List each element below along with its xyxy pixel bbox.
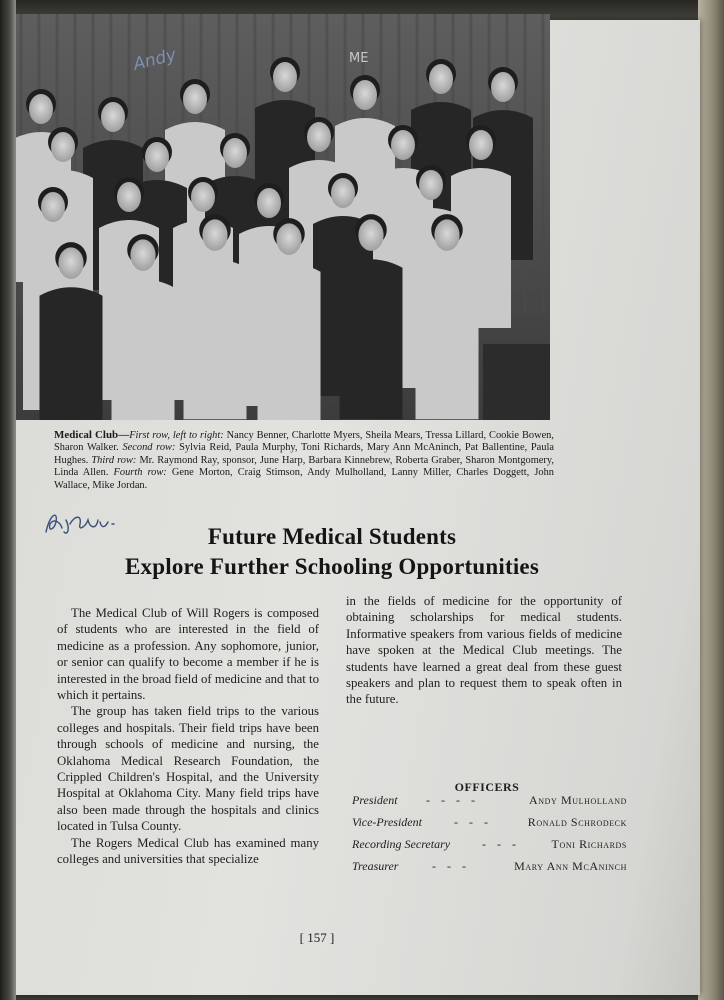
caption-first-row-label: First row, left to right: xyxy=(129,430,224,441)
article-headline xyxy=(92,522,572,582)
page-number: [ 157 ] xyxy=(299,930,335,945)
body-paragraph: in the fields of medicine for the opportunity of obtaining scholarships for medical students. Informative speakers from various fields of medicine have spoken at the Medical Club meetings. The students have learned a great deal from these guest speakers and plan to request them to speak often in the future. xyxy=(346,594,622,707)
officer-dashes: - - - xyxy=(432,859,470,873)
club-group-photo xyxy=(13,14,550,420)
officer-name: Andy Mulholland xyxy=(529,793,627,807)
group-photo-image xyxy=(13,14,550,420)
officer-role: Vice-President xyxy=(352,815,422,829)
caption-second-row-label: Second row: xyxy=(122,442,176,454)
officer-role: Recording Secretary xyxy=(352,837,451,851)
body-paragraph: The group has taken field trips to the various colleges and hospitals. Their field trips have been through schools of medicine and nursing, the Oklahoma Medical Research Foundation, the Crippled Children's Hospital, and the University Hospital at Oklahoma City. Many field trips have also been made through the hospitals and clinics located in Tulsa County. xyxy=(57,704,319,834)
officer-row-president xyxy=(352,793,627,811)
caption-first-row-names: Nancy Benner, Charlotte Myers, Sheila Mears, Tressa Lillard, Cookie Bowen, Sharon Walker. xyxy=(54,430,554,454)
officer-dashes: - - - xyxy=(482,837,520,851)
caption-dash: — xyxy=(118,429,130,441)
officer-role: Treasurer xyxy=(352,859,399,873)
officer-row-vice-president xyxy=(352,815,627,833)
officer-row-recording-secretary xyxy=(352,837,627,855)
body-column-left xyxy=(57,605,319,868)
body-paragraph: The Rogers Medical Club has examined many colleges and universities that specialize xyxy=(57,835,319,867)
officer-dashes: - - - xyxy=(454,815,492,829)
photo-caption xyxy=(54,429,554,492)
officer-name: Toni Richards xyxy=(551,837,627,851)
officer-dashes: - - - - xyxy=(426,793,479,807)
caption-second-row-names: Sylvia Reid, Paula Murphy, Toni Richards, Mary Ann McAninch, Pat Ballentine, Paula Hughes. xyxy=(54,442,554,466)
body-paragraph: The Medical Club of Will Rogers is composed of students who are interested in the field of medicine as a profession. Any sophomore, junior, or senior can qualify to become a member if he is interested in the broad field of medicine and that to which it pertains. xyxy=(57,606,319,703)
caption-fourth-row-label: Fourth row: xyxy=(113,467,167,479)
yearbook-page xyxy=(12,20,700,995)
handwriting-andy: Andy xyxy=(131,44,179,75)
officer-name: Ronald Schrodeck xyxy=(527,815,627,829)
headline-line-2: Explore Further Schooling Opportunities xyxy=(125,554,539,579)
officer-name: Mary Ann McAninch xyxy=(514,859,627,873)
officers-heading: OFFICERS xyxy=(454,780,520,794)
handwriting-me: ME xyxy=(349,51,369,66)
caption-third-row-names: Mr. Raymond Ray, sponsor, June Harp, Barbara Kinnebrew, Roberta Graber, Sharon Montgomery, Linda Allen. xyxy=(54,454,555,479)
caption-club-name: Medical Club xyxy=(54,429,119,441)
officer-role: President xyxy=(352,793,398,807)
caption-third-row-label: Third row: xyxy=(91,454,137,466)
headline-line-1: Future Medical Students xyxy=(207,524,457,549)
caption-fourth-row-names: Gene Morton, Craig Stimson, Andy Mulholland, Lanny Miller, Charles Doggett, John Wallace, Mike Jordan. xyxy=(54,467,554,491)
book-right-edge xyxy=(698,0,724,1000)
book-binding xyxy=(0,0,16,1000)
officer-row-treasurer xyxy=(352,859,627,877)
body-column-right xyxy=(346,593,622,708)
